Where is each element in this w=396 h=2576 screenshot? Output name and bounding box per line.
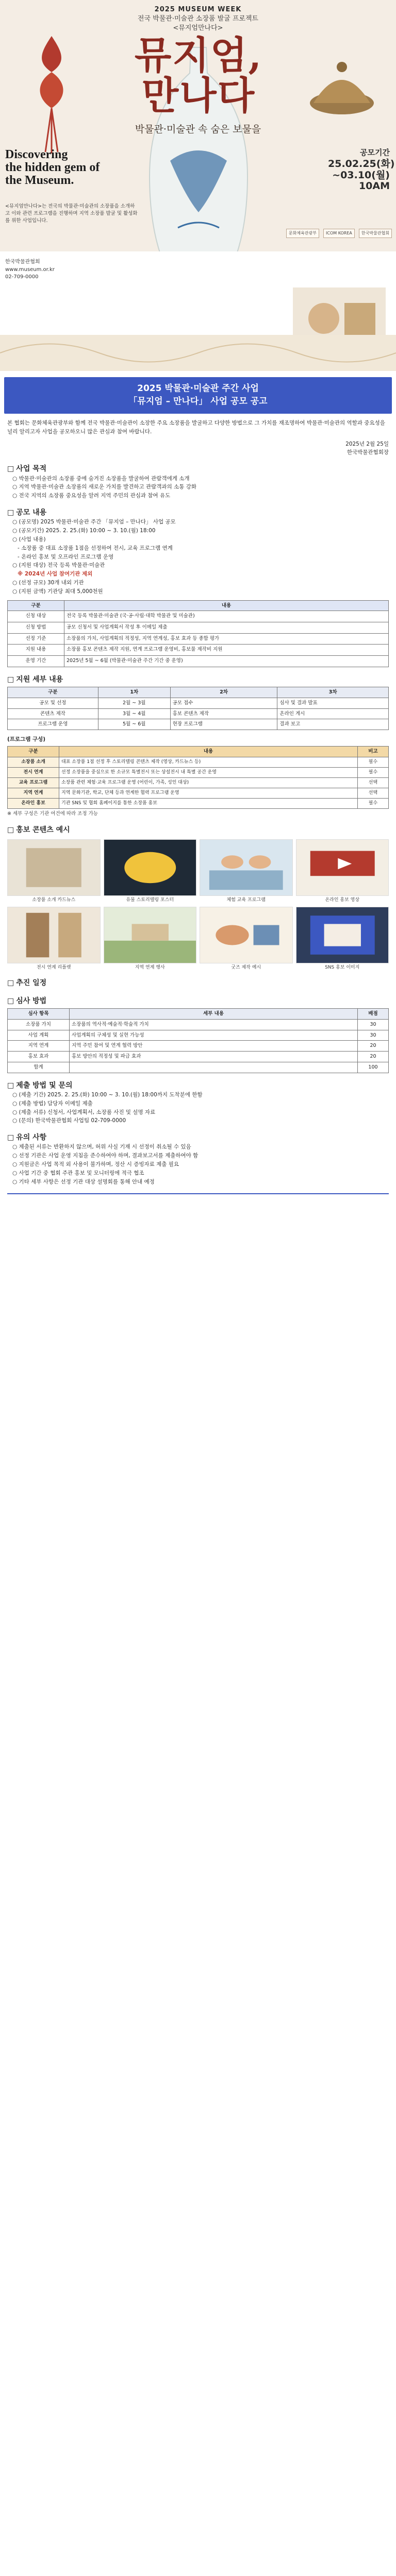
table-cell: 30 — [358, 1019, 389, 1030]
gallery-caption: 유물 스토리텔링 포스터 — [126, 897, 174, 903]
section-gallery-title: □ 홍보 콘텐츠 예시 — [7, 825, 389, 835]
gallery-item — [200, 839, 293, 904]
table-cell: 사업 계획 — [8, 1030, 70, 1041]
gallery-image — [200, 907, 293, 963]
english-title — [5, 148, 113, 188]
period-start: 25.02.25(화) — [328, 158, 395, 170]
notice-title-line1: 2025 박물관·미술관 주간 사업 — [137, 383, 259, 394]
note-item: ○ 제출된 서류는 반환하지 않으며, 허위 사실 기재 시 선정이 취소될 수 있음 — [12, 1144, 191, 1150]
table-row — [8, 645, 389, 656]
overview-list — [7, 518, 389, 596]
table-header: 3차 — [277, 687, 389, 698]
purpose-item: ○ 지역 박물관·미술관 소장품의 새로운 가치를 발견하고 관람객과의 소통 강화 — [12, 484, 196, 490]
kma-logo: 한국박물관협회 — [359, 229, 392, 238]
table-row — [8, 788, 389, 798]
program-table — [7, 746, 389, 809]
table-header: 구분 — [8, 600, 64, 611]
gallery-item — [296, 907, 389, 971]
table-cell: 지역 문화기관, 학교, 단체 등과 연계한 협력 프로그램 운영 — [59, 788, 358, 798]
gallery-caption: 체험 교육 프로그램 — [226, 897, 266, 903]
table-row — [8, 1030, 389, 1041]
note-item: ○ 기타 세부 사항은 선정 기관 대상 설명회를 통해 안내 예정 — [12, 1178, 155, 1185]
overview-item: ○ (공모기간) 2025. 2. 25.(화) 10:00 ~ 3. 10.(월) 18:00 — [12, 528, 156, 534]
table-row — [8, 622, 389, 634]
table-cell: 소장품의 역사적·예술적·학술적 가치 — [70, 1019, 358, 1030]
table-cell: 소장품 관련 체험·교육 프로그램 운영 (어린이, 가족, 성인 대상) — [59, 777, 358, 788]
table-cell: 필수 — [358, 757, 389, 767]
table-row — [8, 757, 389, 767]
table-row — [8, 719, 389, 730]
table-cell: 합계 — [8, 1062, 70, 1073]
application-period — [328, 147, 395, 192]
english-title-l3: the Museum. — [5, 174, 74, 188]
gallery-item — [296, 839, 389, 904]
purpose-item: ○ 박물관·미술관의 소장품 중에 숨겨진 소장품을 발굴하여 관람객에게 소개 — [12, 475, 190, 482]
lead-paragraph: 본 협회는 문화체육관광부와 함께 전국 박물관·미술관이 소장한 주요 소장품을 발굴하고 다양한 방법으로 그 가치를 재조명하여 박물관·미술관의 역할과 중요성을 널리 알리고자 사업을 공모하오니 많은 관심과 참여 바랍니다. — [7, 420, 385, 435]
gallery-image — [296, 907, 389, 963]
overview-item: - 소장품 중 대표 소장품 1점을 선정하여 전시, 교육 프로그램 연계 — [18, 545, 173, 551]
table-header: 비고 — [358, 747, 389, 757]
table-cell: 20 — [358, 1052, 389, 1062]
table-cell: 사업계획의 구체성 및 실현 가능성 — [70, 1030, 358, 1041]
gallery-image — [7, 907, 101, 963]
table-cell: 선택 — [358, 777, 389, 788]
table-cell: 선택 — [358, 788, 389, 798]
hero-title-line2: 만나다 — [141, 73, 256, 118]
table-cell: 5월 ~ 6월 — [98, 719, 170, 730]
table-cell: 지역 연계 — [8, 1041, 70, 1052]
hero-slogan: 박물관·미술관 속 숨은 보물을 — [135, 124, 261, 135]
overview-item: ※ 2024년 사업 참여기관 제외 — [18, 571, 93, 578]
overview-item: - 온라인 홍보 및 오프라인 프로그램 운영 — [18, 553, 114, 560]
footer-divider — [7, 1193, 389, 1194]
mcst-logo: 문화체육관광부 — [286, 229, 319, 238]
gallery-caption: 전시 연계 리플렛 — [36, 964, 71, 970]
notice-signer: 한국박물관협회장 — [346, 449, 389, 455]
section-schedule-title: □ 추진 일정 — [7, 978, 389, 988]
table-cell: 운영 기간 — [8, 656, 64, 667]
hero-banner — [0, 0, 396, 371]
week-label: 2025 MUSEUM WEEK — [154, 6, 242, 13]
english-title-l2: the hidden gem of — [5, 161, 100, 175]
signature-block — [7, 440, 389, 457]
gallery-image — [296, 839, 389, 896]
sponsor-logos — [286, 229, 392, 238]
table-header: 내용 — [64, 600, 389, 611]
table-cell: 교육 프로그램 — [8, 777, 59, 788]
table-header: 내용 — [59, 747, 358, 757]
table-cell: 홍보 방안의 적정성 및 파급 효과 — [70, 1052, 358, 1062]
program-note: ※ 세부 구성은 기관 여건에 따라 조정 가능 — [7, 811, 98, 817]
gallery-image — [104, 839, 197, 896]
gallery-item — [104, 907, 197, 971]
table-cell: 신청 방법 — [8, 622, 64, 634]
section-notes-title: □ 유의 사항 — [7, 1132, 389, 1143]
gallery-caption: 온라인 홍보 영상 — [325, 897, 360, 903]
apply-list — [7, 1091, 389, 1125]
gallery-item — [7, 839, 101, 904]
table-cell: 신청 대상 — [8, 611, 64, 622]
table-cell: 현장 프로그램 — [170, 719, 277, 730]
notes-list — [7, 1143, 389, 1186]
table-row — [8, 777, 389, 788]
table-cell: 30 — [358, 1030, 389, 1041]
gallery-image — [7, 839, 101, 896]
table-cell: 공모 및 선정 — [8, 698, 98, 708]
table-row — [8, 767, 389, 777]
purpose-list — [7, 474, 389, 500]
table-row — [8, 611, 389, 622]
org-website[interactable]: www.museum.or.kr — [5, 266, 55, 273]
period-label: 공모기간 — [360, 148, 390, 157]
table-cell: 심사 및 결과 발표 — [277, 698, 389, 708]
org-contact — [5, 259, 55, 281]
table-cell: 20 — [358, 1041, 389, 1052]
project-name: <뮤지엄만나다> — [173, 24, 223, 32]
table-header: 구분 — [8, 747, 59, 757]
table-header: 세부 내용 — [70, 1009, 358, 1020]
apply-item: ○ (제출 서류) 신청서, 사업계획서, 소장품 사진 및 설명 자료 — [12, 1109, 156, 1115]
apply-item: ○ (제출 기간) 2025. 2. 25.(화) 10:00 ~ 3. 10.(월) 18:00까지 도착분에 한함 — [12, 1091, 203, 1098]
table-header: 심사 항목 — [8, 1009, 70, 1020]
gallery-item — [7, 907, 101, 971]
table-cell: 프로그램 운영 — [8, 719, 98, 730]
gallery-caption: 굿즈 제작 예시 — [231, 964, 261, 970]
table-cell: 홍보 효과 — [8, 1052, 70, 1062]
table-row — [8, 799, 389, 809]
table-header: 2차 — [170, 687, 277, 698]
table-cell: 홍보 콘텐츠 제작 — [170, 708, 277, 719]
table-header: 1차 — [98, 687, 170, 698]
evaluation-table — [7, 1008, 389, 1073]
table-cell: 필수 — [358, 767, 389, 777]
note-item: ○ 지원금은 사업 목적 외 사용이 불가하며, 정산 시 증빙자료 제출 필요 — [12, 1161, 179, 1168]
gallery-item — [200, 907, 293, 971]
table-cell: 공모 접수 — [170, 698, 277, 708]
table-cell: 2월 ~ 3월 — [98, 698, 170, 708]
table-cell: 대표 소장품 1점 선정 후 스토리텔링 콘텐츠 제작 (영상, 카드뉴스 등) — [59, 757, 358, 767]
table-cell: 전시 연계 — [8, 767, 59, 777]
table-cell: 2025년 5월 ~ 6월 (박물관·미술관 주간 기간 중 운영) — [64, 656, 389, 667]
hero-footer — [0, 251, 396, 371]
icom-logo: ICOM KOREA — [323, 229, 355, 238]
table-cell: 소장품 가치 — [8, 1019, 70, 1030]
gallery-caption: SNS 홍보 이미지 — [325, 964, 360, 970]
section-overview-title: □ 공모 내용 — [7, 507, 389, 518]
table-cell: 지역 주민 참여 및 연계 협력 방안 — [70, 1041, 358, 1052]
table-cell: 소장품의 가치, 사업계획의 적정성, 지역 연계성, 홍보 효과 등 종합 평가 — [64, 633, 389, 645]
table-cell: 온라인 게시 — [277, 708, 389, 719]
hanji-pattern-icon — [0, 335, 396, 371]
example-gallery — [7, 839, 389, 971]
table-cell: 온라인 홍보 — [8, 799, 59, 809]
project-subtitle: 전국 박물관·미술관 소장품 발굴 프로젝트 — [137, 15, 259, 23]
overview-item: ○ (사업 내용) — [12, 536, 46, 543]
english-title-l1: Discovering — [5, 148, 68, 161]
support-schedule-table — [7, 687, 389, 730]
table-cell: 선정 소장품을 중심으로 한 소규모 특별전시 또는 상설전시 내 특별 공간 운영 — [59, 767, 358, 777]
overview-item: ○ (지원 대상) 전국 등록 박물관·미술관 — [12, 562, 105, 569]
table-row — [8, 633, 389, 645]
gallery-image — [200, 839, 293, 896]
table-header: 배점 — [358, 1009, 389, 1020]
table-cell: 3월 ~ 4월 — [98, 708, 170, 719]
table-row — [8, 708, 389, 719]
org-phone: 02-709-0000 — [5, 274, 39, 280]
overview-item: ○ (지원 금액) 기관당 최대 5,000천원 — [12, 588, 103, 595]
table-row — [8, 656, 389, 667]
table-cell — [70, 1062, 358, 1073]
section-apply-title: □ 제출 방법 및 문의 — [7, 1080, 389, 1091]
gallery-image — [104, 907, 197, 963]
table-row — [8, 1019, 389, 1030]
period-end: ~03.10(월) — [332, 169, 390, 181]
table-cell: 지원 내용 — [8, 645, 64, 656]
table-cell: 콘텐츠 제작 — [8, 708, 98, 719]
apply-item: ○ (문의) 한국박물관협회 사업팀 02-709-0000 — [12, 1117, 126, 1124]
section-eval-title: □ 심사 방법 — [7, 996, 389, 1006]
notice-title-box — [4, 377, 392, 414]
overview-item: ○ (공모명) 2025 박물관·미술관 주간 「뮤지엄 – 만나다」 사업 공모 — [12, 519, 176, 526]
table-cell: 지역 연계 — [8, 788, 59, 798]
bronze-vessel-icon — [303, 36, 381, 124]
note-item: ○ 선정 기관은 사업 운영 지침을 준수하여야 하며, 결과보고서를 제출하여야 함 — [12, 1153, 199, 1159]
table-row — [8, 1062, 389, 1073]
table-cell: 선정 기준 — [8, 633, 64, 645]
org-name: 한국박물관협회 — [5, 259, 40, 265]
hero-description: <뮤지엄만나다>는 전국의 박물관·미술관의 소장품을 소개하고 이와 관련 프로그램을 진행하며 지역 소장품 발굴 및 활성화를 위한 사업입니다. — [5, 204, 138, 224]
purpose-item: ○ 전국 지역의 소장품 중요성을 알려 지역 주민의 관심과 참여 유도 — [12, 493, 171, 499]
table-row — [8, 1041, 389, 1052]
notice-title-line2: 「뮤지엄 – 만나다」 사업 공모 공고 — [128, 396, 268, 406]
gallery-caption: 지역 연계 행사 — [135, 964, 165, 970]
program-title: (프로그램 구성) — [7, 736, 46, 743]
hero-title — [134, 33, 263, 118]
section-support-title: □ 지원 세부 내용 — [7, 674, 389, 685]
period-time: 10AM — [358, 180, 390, 192]
apply-item: ○ (제출 방법) 담당자 이메일 제출 — [12, 1100, 93, 1107]
table-header: 구분 — [8, 687, 98, 698]
notice-date: 2025년 2월 25일 — [345, 440, 389, 447]
table-cell: 100 — [358, 1062, 389, 1073]
gallery-caption: 소장품 소개 카드뉴스 — [32, 897, 76, 903]
table-cell: 전국 등록 박물관·미술관 (국·공·사립·대학 박물관 및 미술관) — [64, 611, 389, 622]
table-cell: 결과 보고 — [277, 719, 389, 730]
table-cell: 공모 신청서 및 사업계획서 작성 후 이메일 제출 — [64, 622, 389, 634]
gallery-item — [104, 839, 197, 904]
hero-title-line1: 뮤지엄, — [134, 33, 263, 78]
table-cell: 기관 SNS 및 협회 홈페이지를 통한 소장품 홍보 — [59, 799, 358, 809]
application-table — [7, 600, 389, 667]
table-cell: 필수 — [358, 799, 389, 809]
notice-body — [0, 419, 396, 1194]
section-purpose-title: □ 사업 목적 — [7, 464, 389, 474]
table-cell: 소장품 소개 — [8, 757, 59, 767]
table-row — [8, 1052, 389, 1062]
overview-item: ○ (선정 규모) 30개 내외 기관 — [12, 579, 84, 586]
note-item: ○ 사업 기간 중 협회 주관 홍보 및 모니터링에 적극 협조 — [12, 1170, 144, 1176]
table-cell: 소장품 홍보 콘텐츠 제작 지원, 연계 프로그램 운영비, 홍보물 제작비 지원 — [64, 645, 389, 656]
table-row — [8, 698, 389, 708]
